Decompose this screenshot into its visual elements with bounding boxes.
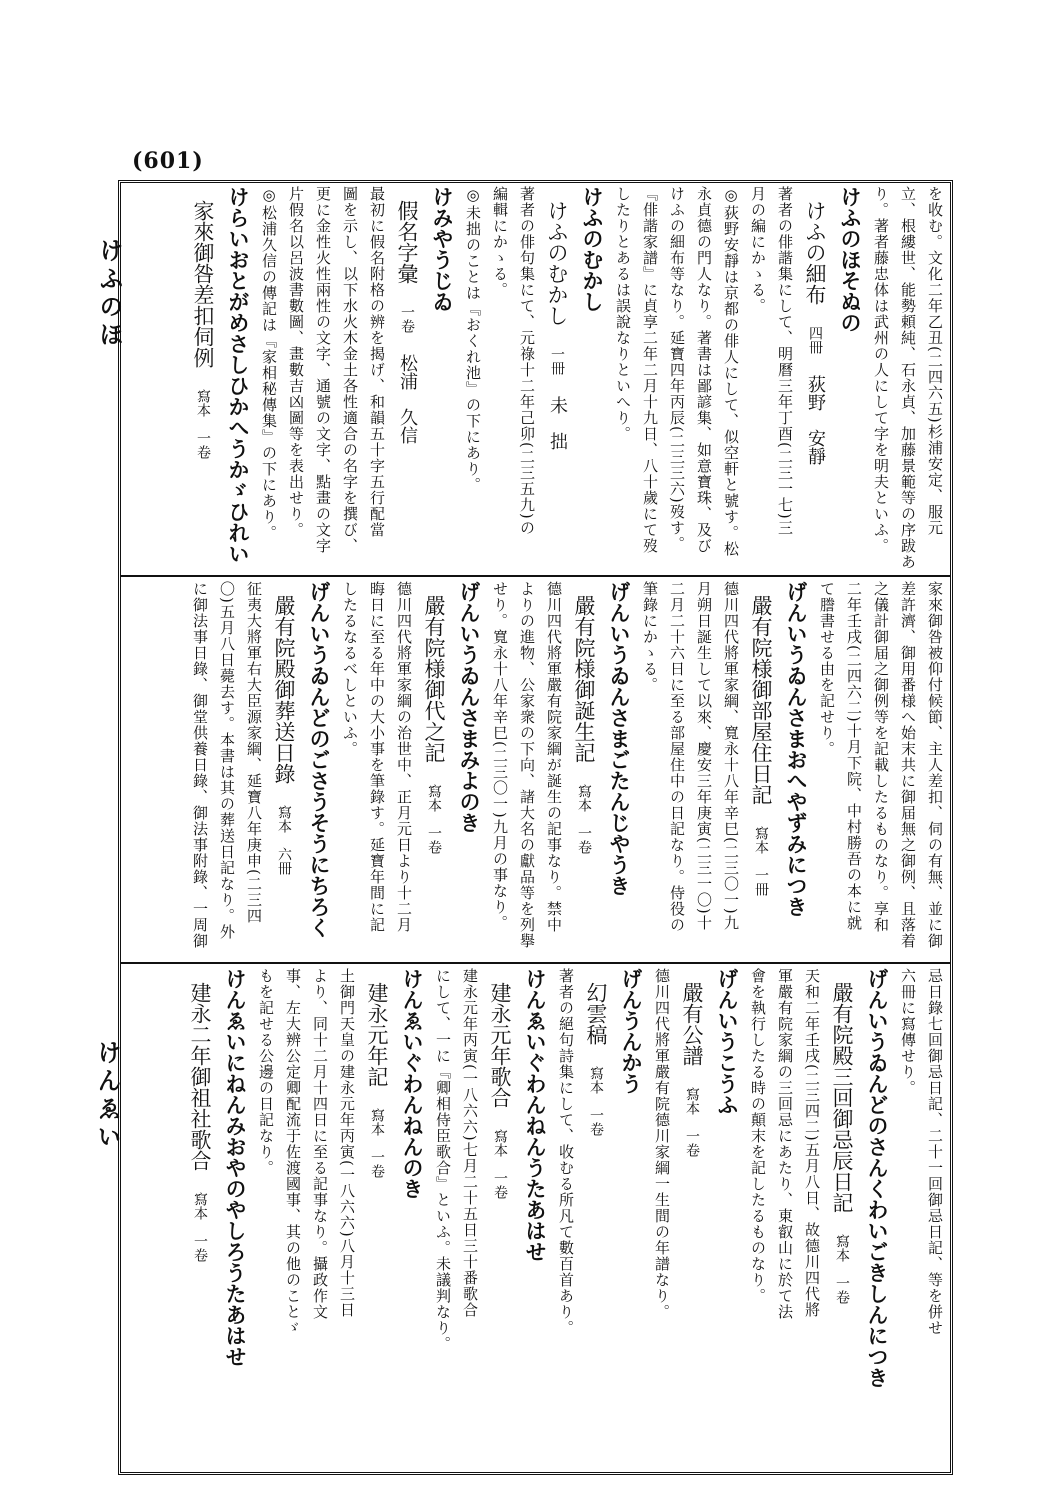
- entry-title-line: [189, 186, 217, 571]
- body-text-line: ◎未拙のことは『おくれ池』の下にあり。: [464, 186, 482, 493]
- body-text-line: 德川四代將軍家綱、寬永十八年辛巳(二三〇一)九: [722, 581, 740, 931]
- body-text-line: 晦日に至る年中の大小事を筆錄す。延寶年間に記: [368, 581, 386, 933]
- body-text-line: 立、根縷世、能勢頼純、石永貞、加藤景範等の序跋あ: [899, 186, 917, 570]
- body-text-line: 『俳諧家譜』に貞享二年二月十九日、八十歲にて歿: [641, 186, 659, 554]
- body-text-line: 筆錄にかゝる。: [641, 581, 659, 693]
- entry-reading-heading: げんいうゐんさまおへやずみにつき: [784, 581, 809, 917]
- entry-title-line: [678, 968, 706, 1468]
- entry-reading-heading: げんいうこうふ: [715, 968, 740, 1115]
- entry-title-line: [420, 581, 448, 958]
- body-text-line: もを記せる公邊の日記なり。: [257, 968, 275, 1176]
- body-text-line: 事、左大辨公定卿配流于佐渡國事、其の他のことゞ: [284, 968, 302, 1336]
- entry-volume: 寫本 一冊: [753, 826, 769, 896]
- entry-author: 未 拙: [547, 396, 568, 450]
- entry-title: けふのむかし: [545, 200, 569, 326]
- text-band-middle: [126, 581, 946, 958]
- entry-title: 假名字彙: [395, 200, 419, 284]
- body-text-line: を收む。文化二年乙丑(二四六五)杉浦安定、服元: [926, 186, 944, 536]
- body-text-line: 月の編にかゝる。: [749, 186, 767, 314]
- body-text-line: 德川四代將軍嚴有院家綱が誕生の記事なり。禁中: [545, 581, 563, 933]
- entry-title: 家來御咎差扣伺例: [191, 200, 215, 368]
- body-text-line: 德川四代將軍家綱の治世中、正月元日より十二月: [395, 581, 413, 933]
- body-text-line: 會を執行したる時の顛末を記したるものなり。: [749, 968, 767, 1304]
- body-text-line: 著者の俳諧集にして、明曆三年丁酉(二三一七)三: [776, 186, 794, 536]
- body-text-line: 天和二年壬戌(二三四二)五月八日、故德川四代將: [803, 968, 821, 1318]
- entry-title: 幻雲稿: [584, 982, 608, 1045]
- text-band-top: [126, 186, 946, 571]
- body-text-line: 德川四代將軍嚴有院德川家綱一生間の年譜なり。: [653, 968, 671, 1320]
- body-text-line: 最初に假名附格の辨を揭げ、和韻五十字五行配當: [368, 186, 386, 538]
- body-text-line: 建永元年丙寅(一八六六)七月二十五日三十番歌合: [461, 968, 479, 1318]
- entry-reading-heading: けふのむかし: [580, 186, 605, 312]
- entry-title: 嚴有院様御部屋住日記: [749, 595, 773, 805]
- entry-title-line: [570, 581, 598, 958]
- body-text-line: 永貞德の門人なり。著書は鄙諺集、如意寶珠、及び: [695, 186, 713, 554]
- entry-title-line: [186, 968, 214, 1468]
- body-text-line: 二年壬戌(二四六二)十月下院、中村勝吾の本に就: [845, 581, 863, 931]
- entry-title-line: [486, 968, 514, 1468]
- body-text-line: 著者の俳句集にて、元祿十二年己卯(二三五九)の: [518, 186, 536, 536]
- body-text-line: 土御門天皇の建永元年丙寅(一八六六)八月十三日: [338, 968, 356, 1318]
- body-text-line: て謄書せる由を記せり。: [818, 581, 836, 757]
- body-text-line: したるなるべしといふ。: [341, 581, 359, 757]
- band-divider: [120, 575, 951, 577]
- entry-title-line: [543, 186, 571, 571]
- entry-volume: 寫本 一卷: [588, 1066, 604, 1136]
- entry-title: 嚴有公譜: [680, 982, 704, 1066]
- body-text-line: ◎松浦久信の傳記は『家相秘傳集』の下にあり。: [260, 186, 278, 541]
- page-number: (601): [132, 148, 204, 174]
- body-text-line: 差許濟、御用番様へ始末共に御届無之御例、且落着: [899, 581, 917, 949]
- band-divider: [120, 962, 951, 964]
- entry-volume: 寫本 一卷: [492, 1129, 508, 1199]
- entry-volume: 一冊: [549, 347, 565, 375]
- body-text-line: したりとあるは誤說なりといへり。: [614, 186, 632, 442]
- body-text-line: 編輯にかゝる。: [491, 186, 509, 298]
- body-text-line: にして、一に『卿相侍臣歌合』といふ。未議判なり。: [434, 968, 452, 1352]
- body-text-line: 忌日錄七回御忌日記、二十一回御忌日記、等を併せ: [926, 968, 944, 1336]
- entry-volume: 寫本 一卷: [192, 1192, 208, 1262]
- entry-title-line: [582, 968, 610, 1468]
- entry-volume: 四冊: [807, 326, 823, 354]
- entry-reading-heading: げんいうゐんさまごたんじやうき: [607, 581, 632, 896]
- entry-title-line: [801, 186, 829, 571]
- entry-volume: 寫本 一卷: [684, 1087, 700, 1157]
- body-text-line: 片假名以呂波書數圖、畫數吉凶圖等を表出せり。: [287, 186, 305, 538]
- entry-reading-heading: けんゑいぐわんねんうたあはせ: [523, 968, 548, 1262]
- entry-title: 嚴有院様御誕生記: [572, 595, 596, 763]
- entry-title: 嚴有院殿御葬送日錄: [272, 595, 296, 784]
- body-text-line: 更に金性火性兩性の文字、通號の文字、點畫の文字: [314, 186, 332, 554]
- entry-volume: 一卷: [399, 305, 415, 333]
- body-text-line: よりの進物、公家衆の下向、諸大名の獻品等を列擧: [518, 581, 536, 949]
- body-text-line: 著者の絕句詩集にして、收むる所凡て數百首あり。: [557, 968, 575, 1336]
- entry-reading-heading: げんうんかう: [619, 968, 644, 1094]
- body-text-line: 家來御咎被仰付候節、主人差扣、伺の有無、並に御: [926, 581, 944, 949]
- body-text-line: より、同十二月十四日に至る記事なり。攝政作文: [311, 968, 329, 1320]
- entry-reading-heading: げんいうゐんさまみよのき: [457, 581, 482, 833]
- entry-title: 建永元年記: [365, 982, 389, 1087]
- entry-author: 荻野 安靜: [805, 375, 826, 465]
- entry-volume: 寫本 一卷: [195, 389, 211, 459]
- entry-author: 松浦 久信: [397, 354, 418, 444]
- entry-title: 嚴有院様御代之記: [422, 595, 446, 763]
- entry-reading-heading: けらいおとがめさしひかへうかゞひれい: [226, 186, 251, 564]
- entry-reading-heading: げんいうゐんどのごさうそうにちろく: [307, 581, 332, 938]
- side-index-label-top: けふのほ: [95, 238, 124, 350]
- body-text-line: 圖を示し、以下水火木金土各性適合の名字を撰び、: [341, 186, 359, 554]
- body-text-line: 征夷大將軍右大臣源家綱、延寶八年庚申(二三四: [245, 581, 263, 924]
- body-text-line: に御法事日錄、御堂供養日錄、御法事附錄、一周御: [191, 581, 209, 949]
- body-text-line: 月朔日誕生して以來、慶安三年庚寅(二三一〇)十: [695, 581, 713, 931]
- body-text-line: 二月二十六日に至る部屋住中の日記なり。侍役の: [668, 581, 686, 933]
- entry-volume: 寫本 一卷: [369, 1108, 385, 1178]
- body-text-line: 六冊に寫傳せり。: [899, 968, 917, 1096]
- body-text-line: り。著者藤忠体は武州の人にして字を明夫といふ。: [872, 186, 890, 554]
- entry-volume: 寫本 一卷: [834, 1234, 850, 1304]
- entry-reading-heading: げんいうゐんどのさんくわいごきしんにつき: [865, 968, 890, 1388]
- text-band-bottom: [126, 968, 946, 1468]
- entry-volume: 寫本 一卷: [426, 784, 442, 854]
- entry-title-line: [270, 581, 298, 958]
- body-text-line: せり。寬永十八年辛巳(二三〇一)九月の事なり。: [491, 581, 509, 931]
- body-text-line: 之儀計御届之御例等を記載したるものなり。享和: [872, 581, 890, 933]
- entry-title: 建永元年歌合: [488, 982, 512, 1108]
- entry-reading-heading: けふのほそぬの: [838, 186, 863, 333]
- entry-reading-heading: けんゑいぐわんねんのき: [400, 968, 425, 1199]
- entry-volume: 寫本 六冊: [276, 805, 292, 875]
- entry-reading-heading: けんゑいにねんみおやのやしろうたあはせ: [223, 968, 248, 1367]
- entry-title: けふの細布: [803, 200, 827, 305]
- entry-title: 建永二年御祖社歌合: [188, 982, 212, 1171]
- body-text-line: 〇)五月八日薨去す。本書は其の葬送日記なり。外: [218, 581, 236, 940]
- body-text-line: ◎荻野安靜は京都の俳人にして、似空軒と號す。松: [722, 186, 740, 557]
- entry-title-line: [363, 968, 391, 1468]
- entry-reading-heading: けみやうじゐ: [430, 186, 455, 312]
- body-text-line: 軍嚴有院家綱の三回忌にあたり、東叡山に於て法: [776, 968, 794, 1320]
- entry-title-line: [747, 581, 775, 958]
- body-text-line: けふの細布等なり。延寶四年丙辰(二三三六)歿す。: [668, 186, 686, 552]
- entry-volume: 寫本 一卷: [576, 784, 592, 854]
- side-index-label-bottom: けんゑい: [93, 1040, 122, 1152]
- entry-title-line: [393, 186, 421, 571]
- entry-title: 嚴有院殿三回御忌辰日記: [830, 982, 854, 1213]
- entry-title-line: [828, 968, 856, 1468]
